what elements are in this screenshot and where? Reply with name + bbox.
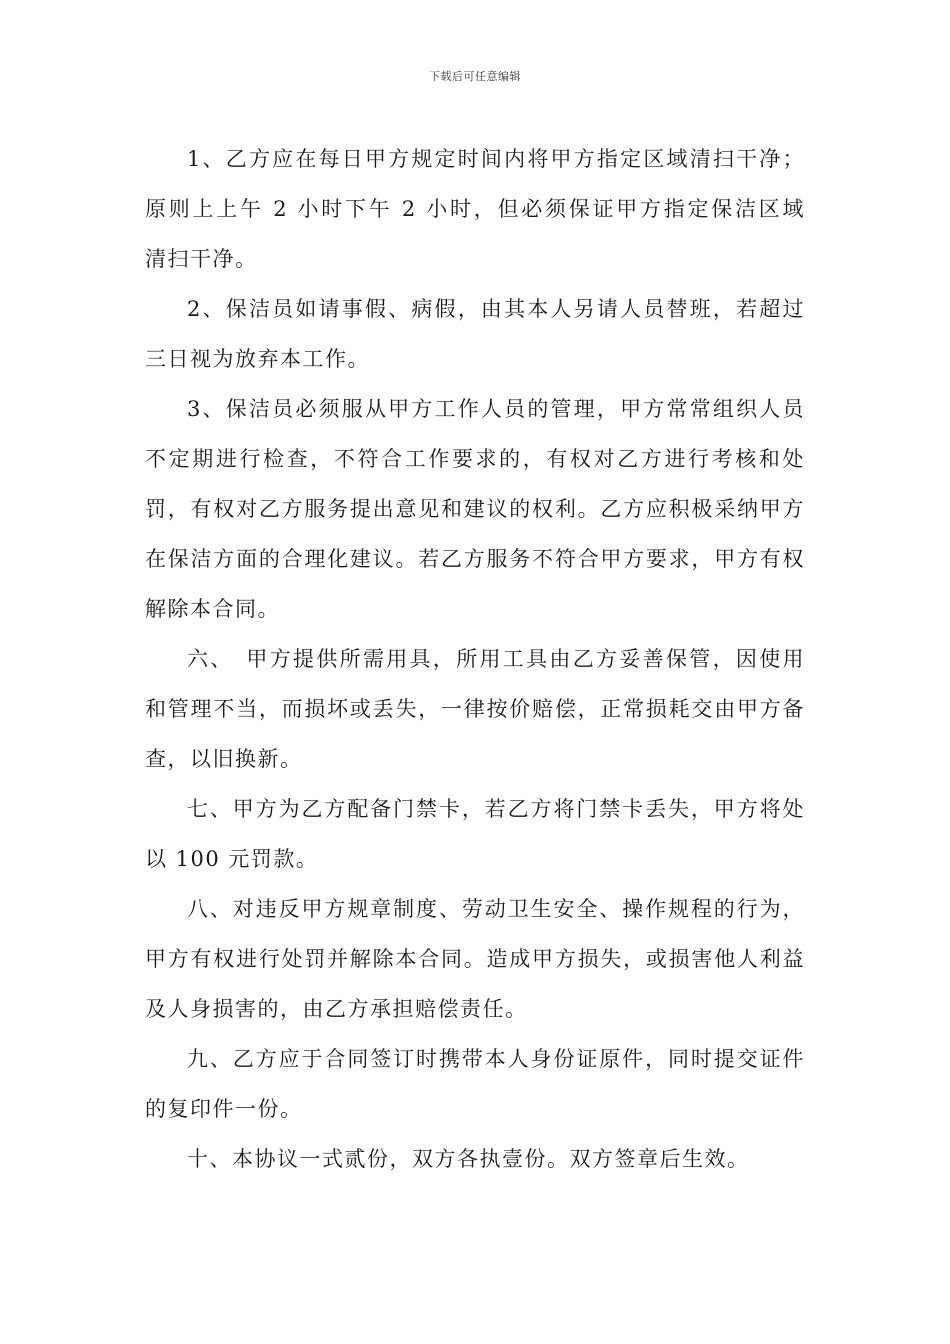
paragraph-clause-nine: 九、乙方应于合同签订时携带本人身份证原件，同时提交证件的复印件一份。 bbox=[145, 1047, 805, 1121]
document-body bbox=[145, 134, 828, 1184]
paragraph-clause-2: 2、保洁员如请事假、病假，由其本人另请人员替班，若超过三日视为放弃本工作。 bbox=[145, 297, 805, 371]
header-note: 下载后可任意编辑 bbox=[429, 70, 521, 83]
paragraph-clause-1: 1、乙方应在每日甲方规定时间内将甲方指定区域清扫干净；原则上上午 2 小时下午 2 小时，但必须保证甲方指定保洁区域 清扫干净。 bbox=[145, 147, 828, 271]
paragraph-clause-seven: 七、甲方为乙方配备门禁卡，若乙方将门禁卡丢失，甲方将处以 100 元罚款。 bbox=[145, 797, 805, 871]
paragraph-clause-3: 3、保洁员必须服从甲方工作人员的管理，甲方常常组织人员不定期进行检查，不符合工作要求的，有权对乙方进行考核和处罚，有权对乙方服务提出意见和建议的权利。乙方应积极采纳甲方在保洁方面的合理化建议。若乙方服务不符合甲方要求，甲方有权解除本合同。 bbox=[145, 397, 805, 621]
paragraph-clause-ten: 十、本协议一式贰份，双方各执壹份。双方签章后生效。 bbox=[187, 1147, 750, 1171]
paragraph-clause-eight: 八、对违反甲方规章制度、劳动卫生安全、操作规程的行为，甲方有权进行处罚并解除本合同。造成甲方损失，或损害他人利益及人身损害的，由乙方承担赔偿责任。 bbox=[145, 897, 805, 1021]
paragraph-clause-six: 六、 甲方提供所需用具，所用工具由乙方妥善保管，因使用和管理不当，而损坏或丢失，一律按价赔偿，正常损耗交由甲方备查，以旧换新。 bbox=[145, 647, 805, 771]
